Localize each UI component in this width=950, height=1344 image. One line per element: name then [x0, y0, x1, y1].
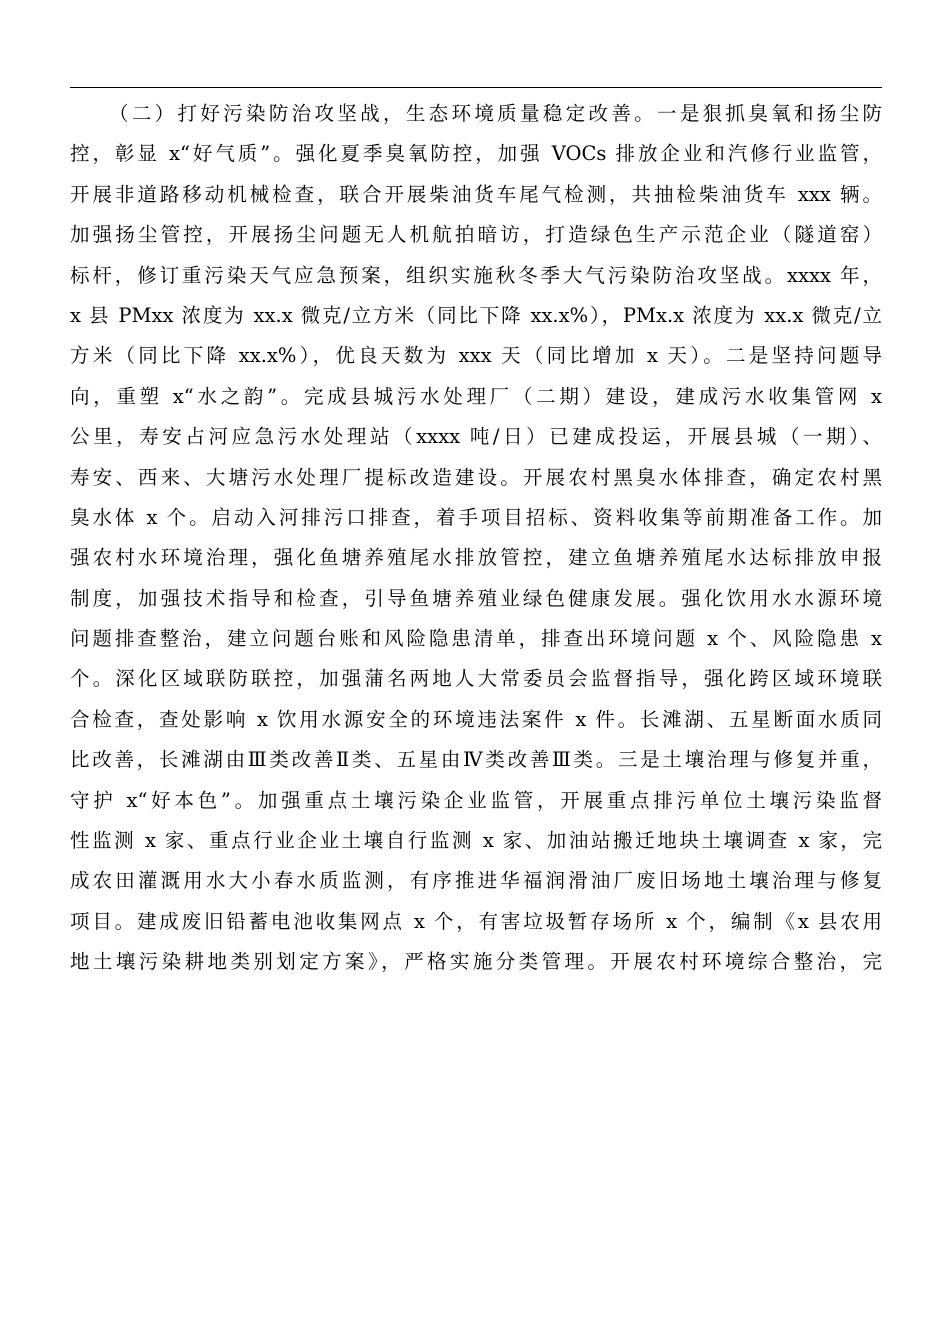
paragraph-line: 合检查，查处影响 x 饮用水源安全的环境违法案件 x 件。长滩湖、五星断面水质同 — [70, 707, 882, 731]
header-rule — [70, 87, 882, 88]
paragraph-line: 性监测 x 家、重点行业企业土壤自行监测 x 家、加油站搬迁地块土壤调查 x 家，完 — [70, 829, 882, 853]
paragraph-line: 向，重塑 x“水之韵”。完成县城污水处理厂（二期）建设，建成污水收集管网 x — [70, 384, 882, 408]
paragraph-line: 守护 x“好本色”。加强重点土壤污染企业监管，开展重点排污单位土壤污染监督 — [70, 788, 882, 812]
paragraph-line: 标杆，修订重污染天气应急预案，组织实施秋冬季大气污染防治攻坚战。xxxx 年， — [70, 263, 882, 287]
paragraph-line: 项目。建成废旧铅蓄电池收集网点 x 个，有害垃圾暂存场所 x 个，编制《x 县农用 — [70, 909, 882, 933]
paragraph-line: 成农田灌溉用水大小春水质监测，有序推进华福润滑油厂废旧场地土壤治理与修复 — [70, 869, 882, 893]
paragraph-line: 开展非道路移动机械检查，联合开展柴油货车尾气检测，共抽检柴油货车 xxx 辆。 — [70, 182, 882, 206]
paragraph-line: 比改善，长滩湖由Ⅲ类改善Ⅱ类、五星由Ⅳ类改善Ⅲ类。三是土壤治理与修复并重， — [70, 748, 882, 772]
paragraph-line: 个。深化区域联防联控，加强蒲名两地人大常委员会监督指导，强化跨区域环境联 — [70, 667, 882, 691]
paragraph-line: 强农村水环境治理，强化鱼塘养殖尾水排放管控，建立鱼塘养殖尾水达标排放申报 — [70, 546, 882, 570]
paragraph-line: 公里，寿安占河应急污水处理站（xxxx 吨/日）已建成投运，开展县城（一期）、 — [70, 425, 882, 449]
paragraph-line: 制度，加强技术指导和检查，引导鱼塘养殖业绿色健康发展。强化饮用水水源环境 — [70, 586, 882, 610]
paragraph-line: 地土壤污染耕地类别划定方案》，严格实施分类管理。开展农村环境综合整治，完 — [70, 950, 882, 974]
paragraph — [70, 94, 882, 983]
paragraph-line: 臭水体 x 个。启动入河排污口排查，着手项目招标、资料收集等前期准备工作。加 — [70, 505, 882, 529]
paragraph-line: （二）打好污染防治攻坚战，生态环境质量稳定改善。一是狠抓臭氧和扬尘防 — [109, 102, 882, 125]
paragraph-line: x 县 PMxx 浓度为 xx.x 微克/立方米（同比下降 xx.x%），PMx.x 浓度为 xx.x 微克/立 — [70, 303, 882, 327]
paragraph-line: 控，彰显 x“好气质”。强化夏季臭氧防控，加强 VOCs 排放企业和汽修行业监管， — [70, 142, 882, 166]
paragraph-line: 寿安、西来、大塘污水处理厂提标改造建设。开展农村黑臭水体排查，确定农村黑 — [70, 465, 882, 489]
paragraph-line: 方米（同比下降 xx.x%），优良天数为 xxx 天（同比增加 x 天）。二是坚持问题导 — [70, 344, 882, 368]
paragraph-line: 问题排查整治，建立问题台账和风险隐患清单，排查出环境问题 x 个、风险隐患 x — [70, 627, 882, 651]
paragraph-line: 加强扬尘管控，开展扬尘问题无人机航拍暗访，打造绿色生产示范企业（隧道窑） — [70, 223, 882, 247]
